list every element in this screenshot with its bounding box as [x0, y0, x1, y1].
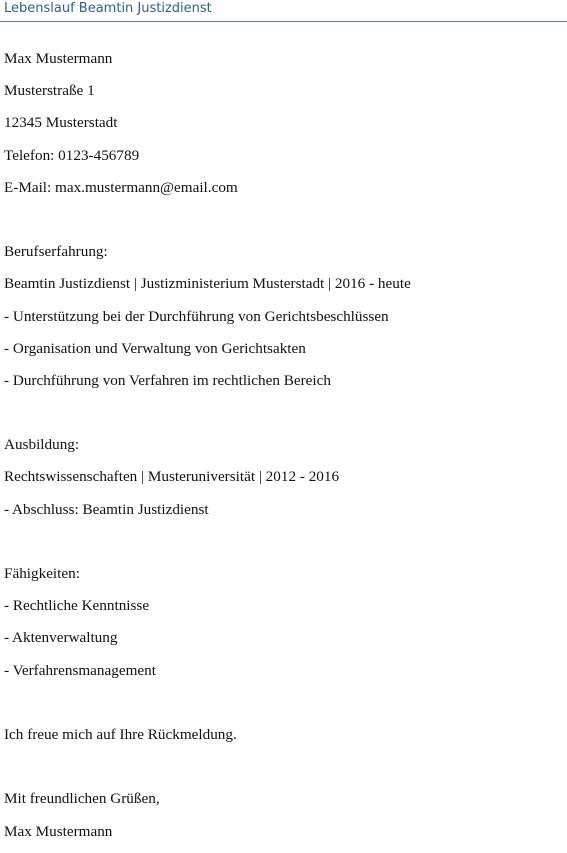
list-item: - Durchführung von Verfahren im rechtlichen Bereich: [4, 371, 331, 389]
list-item: - Verfahrensmanagement: [4, 661, 156, 679]
experience-section: [4, 241, 559, 402]
closing-text: Ich freue mich auf Ihre Rückmeldung.: [4, 725, 237, 743]
contact-phone: Telefon: 0123-456789: [4, 146, 140, 164]
contact-name: Max Mustermann: [4, 50, 113, 67]
document-header: [0, 0, 567, 22]
list-item: - Aktenverwaltung: [4, 629, 118, 647]
section-spacer: [4, 692, 559, 724]
contact-section: [4, 48, 559, 209]
list-item: - Unterstützung bei der Durchführung von Gerichtsbeschlüssen: [4, 307, 389, 325]
education-section: [4, 434, 559, 531]
education-entry: Rechtswissenschaften | Musteruniversität | 2012 - 2016: [4, 468, 340, 486]
section-spacer: [4, 756, 559, 788]
section-spacer: [4, 531, 559, 563]
contact-street: Musterstraße 1: [4, 82, 95, 100]
list-item: - Rechtliche Kenntnisse: [4, 597, 150, 615]
experience-heading: Berufserfahrung:: [4, 243, 108, 261]
document-title: Lebenslauf Beamtin Justizdienst: [4, 1, 212, 16]
experience-position: Beamtin Justizdienst | Justizministerium Musterstadt | 2016 - heute: [4, 275, 411, 293]
education-heading: Ausbildung:: [4, 436, 80, 454]
closing-greeting: Mit freundlichen Grüßen,: [4, 790, 160, 808]
contact-email: E-Mail: max.mustermann@email.com: [4, 178, 238, 196]
list-item: - Abschluss: Beamtin Justizdienst: [4, 500, 209, 518]
signature-name: Max Mustermann: [4, 822, 113, 840]
contact-city: 12345 Musterstadt: [4, 114, 118, 132]
skills-section: [4, 563, 559, 692]
document-body: [4, 48, 559, 853]
section-spacer: [4, 209, 559, 241]
skills-heading: Fähigkeiten:: [4, 565, 80, 582]
section-spacer: [4, 402, 559, 434]
list-item: - Organisation und Verwaltung von Gerichtsakten: [4, 339, 306, 357]
